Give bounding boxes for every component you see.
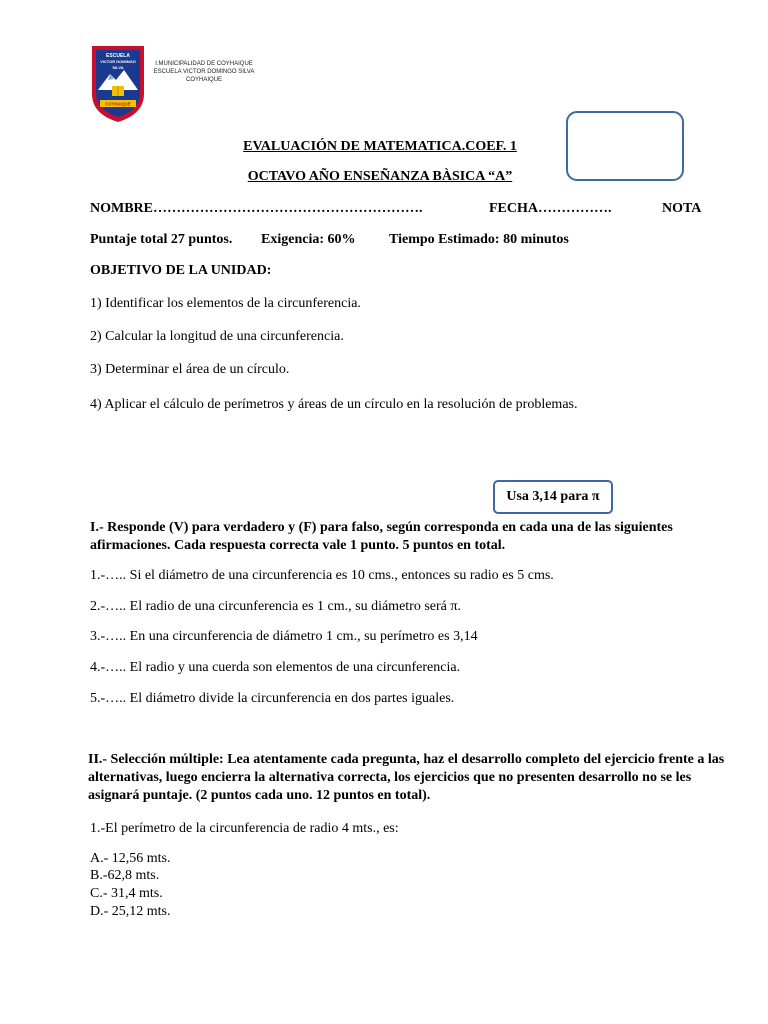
institution-line: ESCUELA VICTOR DOMINGO SILVA — [153, 69, 255, 75]
school-logo — [90, 44, 146, 124]
grade-label: NOTA — [662, 201, 702, 216]
exam-subtitle: OCTAVO AÑO ENSEÑANZA BÀSICA “A” — [247, 169, 513, 184]
answer-blank[interactable]: ….. — [105, 691, 127, 706]
true-false-item — [90, 691, 454, 707]
item-number: 2.- — [90, 599, 106, 614]
logo-text-line1: ESCUELA — [106, 53, 130, 59]
item-text: El diámetro divide la circunferencia en dos partes iguales. — [126, 691, 455, 706]
logo-text-line3: SILVA — [112, 65, 124, 70]
answer-blank[interactable]: ….. — [105, 568, 127, 583]
answer-blank[interactable]: ….. — [105, 599, 127, 614]
pi-note-box: Usa 3,14 para π — [493, 480, 613, 514]
item-number: 3.- — [90, 629, 106, 644]
objective-item: 1) Identificar los elementos de la circunferencia. — [90, 296, 361, 311]
name-field[interactable]: NOMBRE…………………………………………………. — [90, 201, 423, 216]
item-number: 1.- — [90, 568, 106, 583]
objective-item: 4) Aplicar el cálculo de perímetros y áreas de un círculo en la resolución de problemas. — [90, 397, 578, 412]
item-text: El radio de una circunferencia es 1 cm., su diámetro será π. — [126, 599, 461, 614]
true-false-item — [90, 568, 554, 584]
option-d[interactable]: D.- 25,12 mts. — [90, 904, 171, 919]
date-field[interactable]: FECHA……………. — [489, 201, 612, 216]
item-text: En una circunferencia de diámetro 1 cm., su perímetro es 3,14 — [126, 629, 478, 644]
item-number: 5.- — [90, 691, 106, 706]
institution-block — [148, 60, 260, 84]
true-false-item — [90, 599, 461, 615]
item-text: El radio y una cuerda son elementos de una circunferencia. — [126, 660, 461, 675]
option-a[interactable]: A.- 12,56 mts. — [90, 851, 171, 866]
true-false-item — [90, 629, 478, 645]
requirement: Exigencia: 60% — [261, 232, 356, 247]
objective-item: 3) Determinar el área de un círculo. — [90, 362, 290, 377]
item-text: Si el diámetro de una circunferencia es 10 cms., entonces su radio es 5 cms. — [126, 568, 554, 583]
estimated-time: Tiempo Estimado: 80 minutos — [389, 232, 569, 247]
objectives-heading: OBJETIVO DE LA UNIDAD: — [90, 263, 272, 278]
logo-banner-text: COYHAIQUE — [105, 101, 131, 107]
exam-title: EVALUACIÓN DE MATEMATICA.COEF. 1 — [243, 139, 517, 154]
option-c[interactable]: C.- 31,4 mts. — [90, 886, 163, 901]
objective-item: 2) Calcular la longitud de una circunferencia. — [90, 329, 344, 344]
option-b[interactable]: B.-62,8 mts. — [90, 868, 160, 883]
logo-text-line2: VICTOR DOMINGO — [100, 59, 136, 64]
section2-instructions: II.- Selección múltiple: Lea atentamente cada pregunta, haz el desarrollo completo del ejercicio frente a las alternativas, luego encierra la alternativa correcta, los ejercicios que no presenten desarrollo no se les asignará puntaje. (2 puntos cada uno. 12 puntos en total). — [88, 752, 725, 803]
institution-line: COYHAIQUE — [185, 77, 222, 83]
answer-blank[interactable]: ….. — [105, 629, 127, 644]
answer-blank[interactable]: ….. — [105, 660, 127, 675]
item-number: 4.- — [90, 660, 106, 675]
true-false-item — [90, 660, 460, 676]
institution-line: I.MUNICIPALIDAD DE COYHAIQUE — [155, 61, 253, 67]
section1-instructions: I.- Responde (V) para verdadero y (F) para falso, según corresponda en cada una de las siguientes afirmaciones. Cada respuesta correcta vale 1 punto. 5 puntos en total. — [90, 520, 673, 553]
question-1: 1.-El perímetro de la circunferencia de radio 4 mts., es: — [90, 821, 399, 836]
total-score: Puntaje total 27 puntos. — [90, 232, 233, 247]
